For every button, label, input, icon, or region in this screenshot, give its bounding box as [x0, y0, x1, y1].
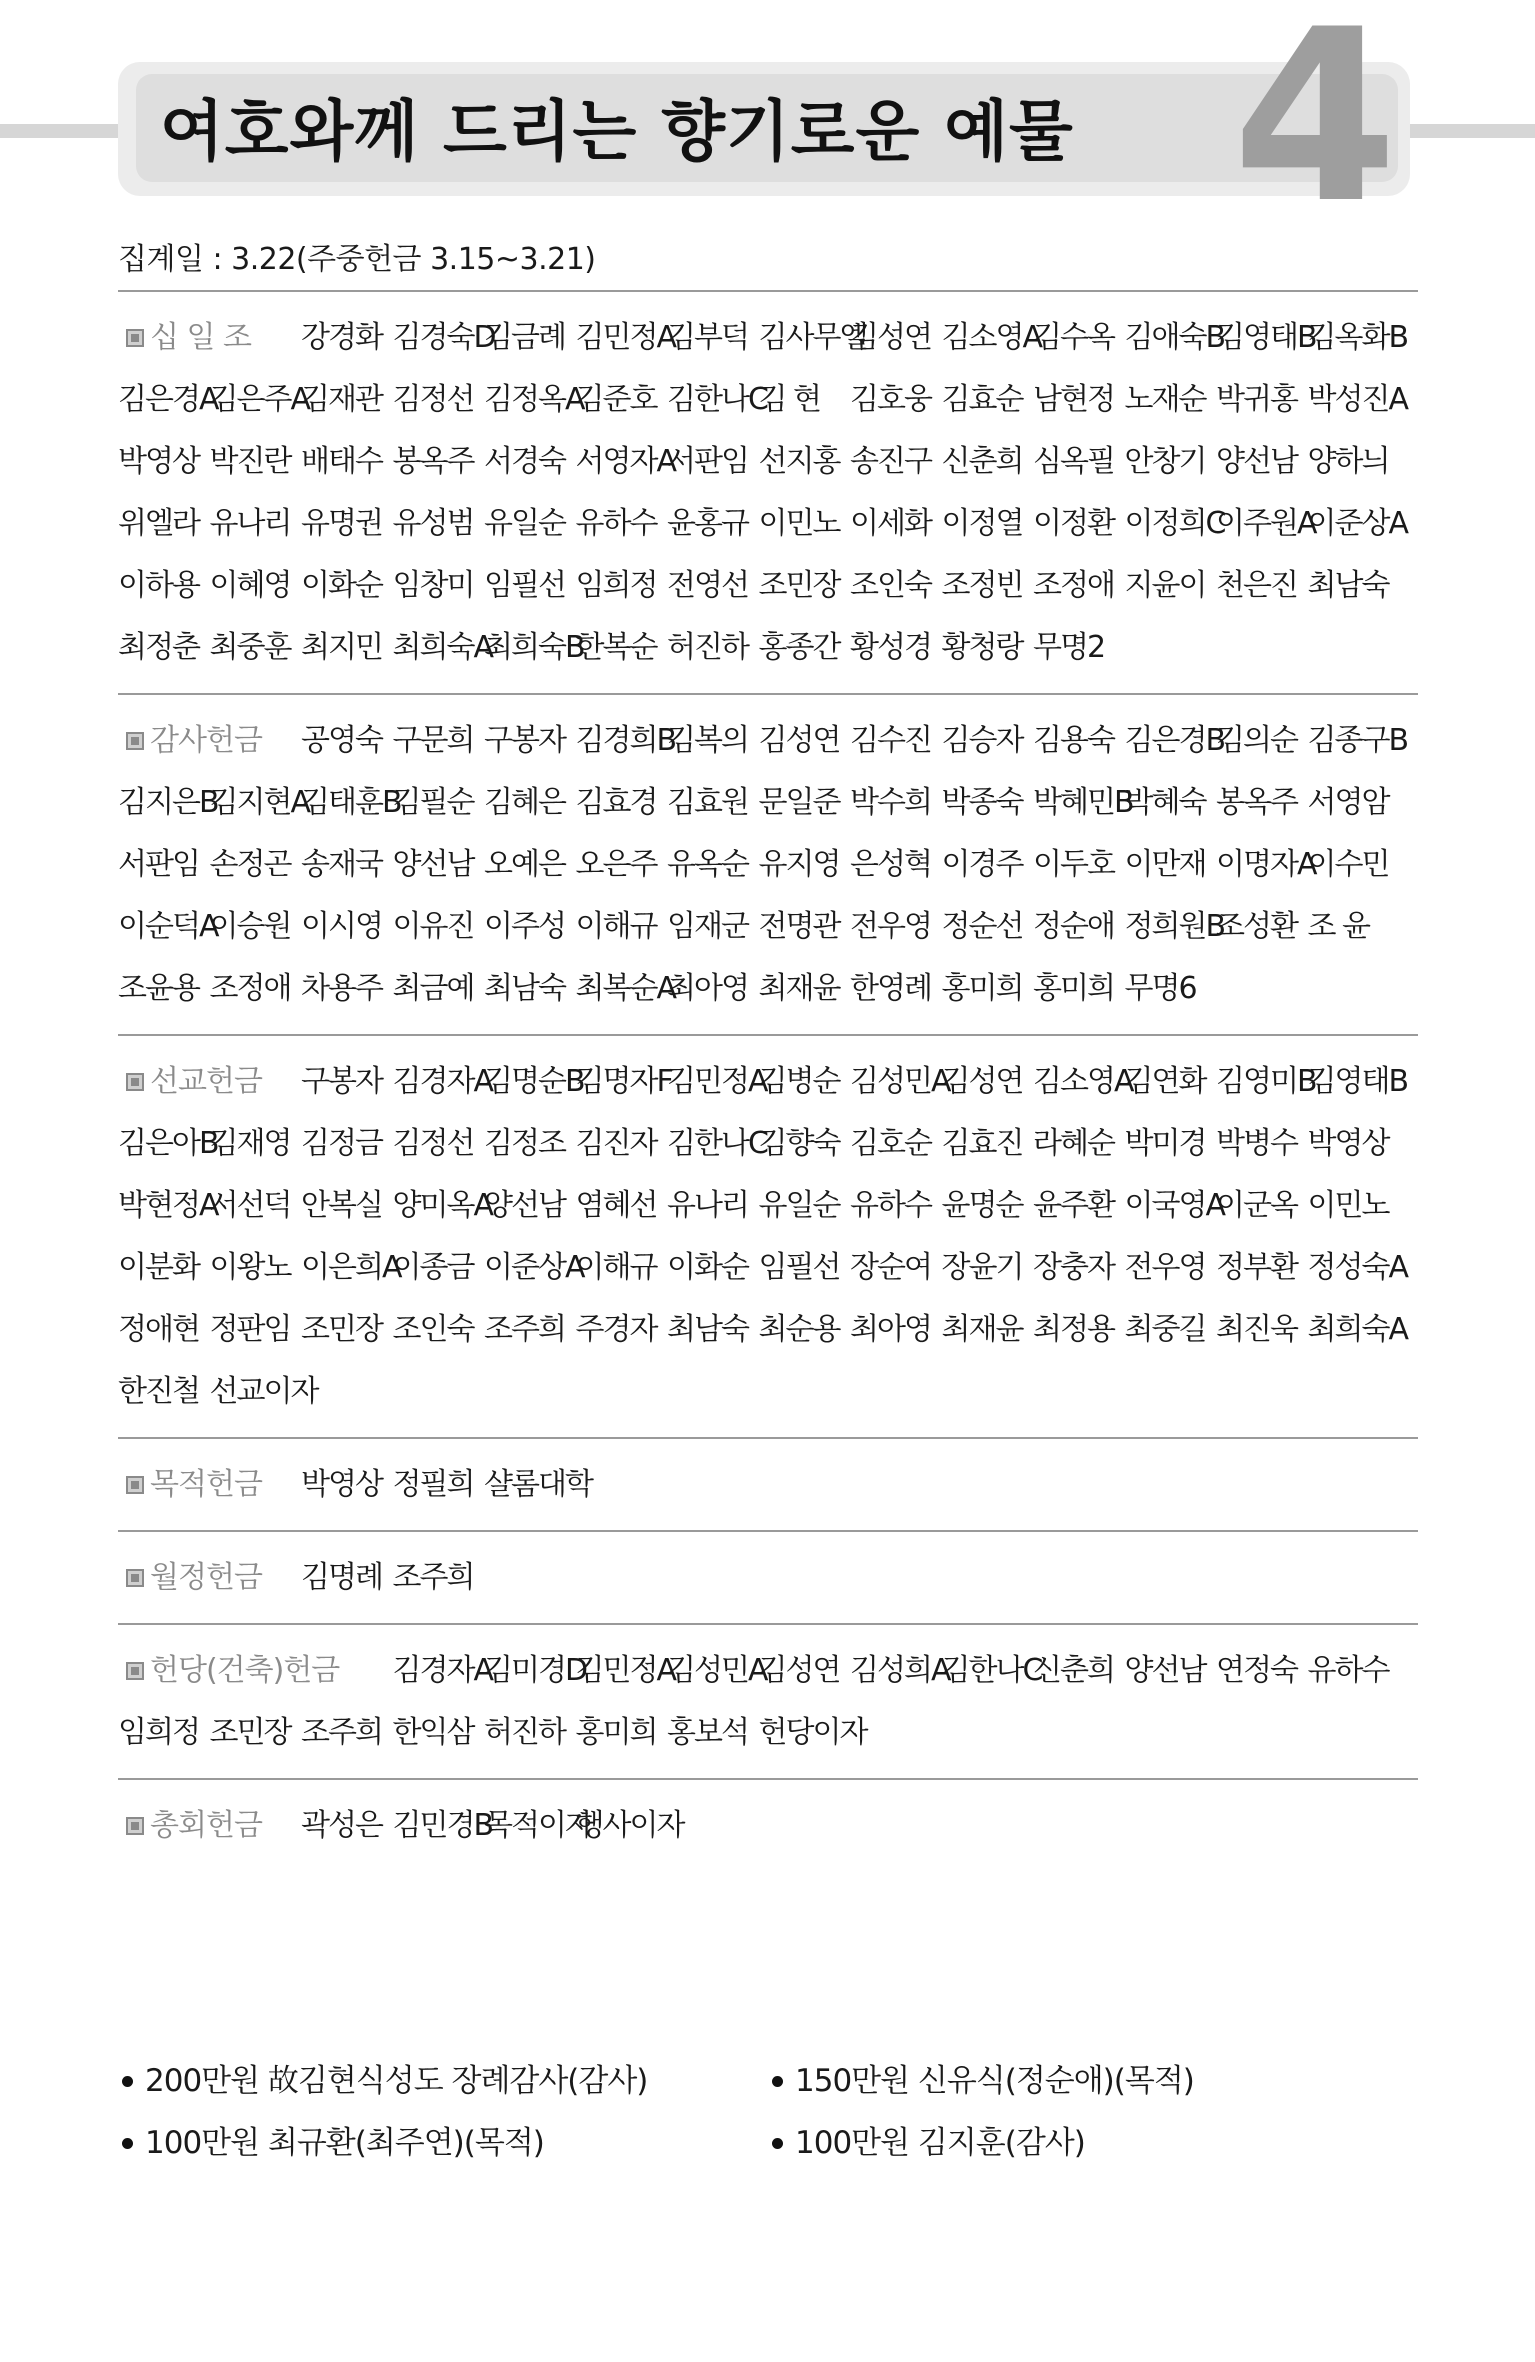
square-bullet-icon [126, 329, 144, 347]
donor-name: 이종금 [392, 1250, 474, 1285]
donor-name: 최중길 [1124, 1312, 1206, 1347]
donor-name: 황성경 [850, 630, 931, 665]
name-grid [118, 1640, 1418, 1764]
donor-name: 김성연 [758, 723, 840, 758]
section-label [118, 710, 301, 772]
donor-name: 공영숙 [301, 723, 382, 758]
donor-name: 구봉자 [484, 723, 565, 758]
donor-name: 김재영 [209, 1126, 291, 1161]
donor-name: 이군옥 [1216, 1188, 1297, 1223]
donor-name: 김사무엘 [758, 320, 867, 355]
section-label-text: 총회헌금 [150, 1808, 262, 1843]
donor-name: 김부덕 [667, 320, 748, 355]
donor-name: 이정환 [1033, 506, 1114, 541]
donor-name: 김옥화B [1307, 320, 1408, 355]
donor-name: 김성희A [850, 1653, 950, 1688]
donor-name: 전명관 [758, 909, 840, 944]
name-grid [118, 1454, 1418, 1516]
donor-name: 이준상A [1307, 506, 1407, 541]
donor-name: 구봉자 [301, 1064, 382, 1099]
donor-name: 은성혁 [850, 847, 931, 882]
donor-name: 봉옥주 [1216, 785, 1297, 820]
name-grid [118, 307, 1418, 679]
donor-name: 박진란 [209, 444, 291, 479]
name-grid [118, 1051, 1418, 1423]
name-grid [118, 1795, 1418, 1857]
donor-name: 이분화 [118, 1250, 199, 1285]
section-label-text: 십 일 조 [150, 320, 252, 355]
donor-name: 조주희 [301, 1715, 382, 1750]
donor-name: 김경희B [575, 723, 676, 758]
donor-name: 이주원A [1216, 506, 1316, 541]
donor-name: 김소영A [941, 320, 1041, 355]
donor-name: 김영태B [1307, 1064, 1408, 1099]
donor-name: 임창미 [392, 568, 474, 603]
donor-name: 이왕노 [209, 1250, 291, 1285]
donor-name: 유성범 [392, 506, 474, 541]
donor-name: 송재국 [301, 847, 382, 882]
note-row [118, 2112, 1418, 2174]
donor-name: 전영선 [667, 568, 748, 603]
donor-name: 최재윤 [758, 971, 840, 1006]
donor-name: 박영상 [1307, 1126, 1389, 1161]
donor-name: 김명자F [575, 1064, 672, 1099]
special-offering-note [768, 2050, 1418, 2112]
name-grid [118, 1547, 1418, 1609]
donor-name: 김정선 [392, 382, 474, 417]
donor-name: 전우영 [850, 909, 931, 944]
donor-name: 정판임 [209, 1312, 291, 1347]
offering-section [118, 693, 1418, 1034]
donor-name: 김영미B [1216, 1064, 1316, 1099]
donor-name: 김성민A [667, 1653, 767, 1688]
section-label-text: 월정헌금 [150, 1560, 262, 1595]
donor-name: 양하늬 [1307, 444, 1389, 479]
donor-name: 최복순A [575, 971, 675, 1006]
donor-name: 김지은B [118, 785, 218, 820]
donor-name: 남현정 [1033, 382, 1114, 417]
donor-name: 김민정A [575, 320, 675, 355]
donor-name: 염혜선 [575, 1188, 657, 1223]
donor-name: 유옥순 [667, 847, 748, 882]
square-bullet-icon [126, 1569, 144, 1587]
donor-name: 곽성은 [301, 1808, 382, 1843]
section-label-text: 선교헌금 [150, 1064, 262, 1099]
donor-name: 최금예 [392, 971, 474, 1006]
donor-name: 송진구 [850, 444, 931, 479]
section-label [118, 1454, 301, 1516]
header-rule-left [0, 124, 120, 138]
donor-name: 윤명순 [941, 1188, 1023, 1223]
section-label [118, 1795, 301, 1857]
donor-name: 임희정 [575, 568, 657, 603]
donor-name: 최남숙 [484, 971, 565, 1006]
donor-name: 장순여 [850, 1250, 931, 1285]
donor-name: 조주희 [484, 1312, 565, 1347]
offering-section [118, 1530, 1418, 1623]
donor-name: 김소영A [1033, 1064, 1133, 1099]
donor-name: 무명2 [1033, 630, 1105, 665]
donor-name: 최희숙A [1307, 1312, 1407, 1347]
donor-name: 한복순 [575, 630, 657, 665]
donor-name: 한진철 [118, 1374, 199, 1409]
donor-name: 주경자 [575, 1312, 657, 1347]
donor-name: 강경화 [301, 320, 382, 355]
donor-name: 이명자A [1216, 847, 1316, 882]
donor-name: 구문희 [392, 723, 474, 758]
donor-name: 이해규 [575, 1250, 657, 1285]
donor-name: 장충자 [1033, 1250, 1114, 1285]
donor-name: 홍보석 [667, 1715, 748, 1750]
donor-name: 이해규 [575, 909, 657, 944]
bullet-dot-icon [122, 2138, 133, 2149]
name-grid [118, 710, 1418, 1020]
square-bullet-icon [126, 732, 144, 750]
donor-name: 김정선 [392, 1126, 474, 1161]
donor-name: 최진욱 [1216, 1312, 1297, 1347]
donor-name: 정필희 [392, 1467, 474, 1502]
donor-name: 김호웅 [850, 382, 931, 417]
donor-name: 박현정A [118, 1188, 218, 1223]
donor-name: 김한나C [941, 1653, 1042, 1688]
donor-name: 한익삼 [392, 1715, 474, 1750]
note-text: 100만원 최규환(최주연)(목적) [145, 2125, 544, 2161]
donor-name: 김은주A [209, 382, 309, 417]
donor-name: 김효순 [941, 382, 1023, 417]
donor-name: 선지홍 [758, 444, 840, 479]
donor-name: 이주성 [484, 909, 565, 944]
donor-name: 이정희C [1124, 506, 1225, 541]
donor-name: 선교이자 [209, 1374, 318, 1409]
section-label-text: 목적헌금 [150, 1467, 262, 1502]
donor-name: 김종구B [1307, 723, 1408, 758]
donor-name: 최희숙B [484, 630, 584, 665]
donor-name: 신춘희 [1033, 1653, 1114, 1688]
donor-name: 이하용 [118, 568, 199, 603]
donor-name: 박병수 [1216, 1126, 1297, 1161]
section-label [118, 1547, 301, 1609]
donor-name: 김미경D [484, 1653, 587, 1688]
donor-name: 봉옥주 [392, 444, 474, 479]
donor-name: 최남숙 [667, 1312, 748, 1347]
donor-name: 김용숙 [1033, 723, 1114, 758]
page-title: 여호와께 드리는 향기로운 예물 [160, 93, 1074, 170]
offering-section [118, 1034, 1418, 1437]
offering-list [118, 290, 1418, 1871]
donor-name: 허진하 [484, 1715, 565, 1750]
donor-name: 박성진A [1307, 382, 1407, 417]
note-text: 200만원 故김현식성도 장례감사(감사) [145, 2063, 648, 2099]
donor-name: 박영상 [301, 1467, 382, 1502]
donor-name: 조인숙 [392, 1312, 474, 1347]
donor-name: 안창기 [1124, 444, 1206, 479]
donor-name: 행사이자 [575, 1808, 684, 1843]
donor-name: 라혜순 [1033, 1126, 1114, 1161]
donor-name: 김의순 [1216, 723, 1297, 758]
donor-name: 박영상 [118, 444, 199, 479]
donor-name: 정성숙A [1307, 1250, 1407, 1285]
donor-name: 이정열 [941, 506, 1023, 541]
offering-section [118, 1623, 1418, 1778]
donor-name: 신춘희 [941, 444, 1023, 479]
section-label [118, 1051, 301, 1113]
donor-name: 이화순 [667, 1250, 748, 1285]
donor-name: 김한나C [667, 382, 767, 417]
donor-name: 김성연 [850, 320, 931, 355]
donor-name: 김효원 [667, 785, 748, 820]
donor-name: 조 윤 [1307, 909, 1369, 944]
donor-name: 박수희 [850, 785, 931, 820]
donor-name: 무명6 [1124, 971, 1196, 1006]
donor-name: 최아영 [667, 971, 748, 1006]
special-offerings [118, 2050, 1418, 2174]
donor-name: 김 현 [758, 382, 820, 417]
special-offering-note [118, 2050, 768, 2112]
donor-name: 유하수 [850, 1188, 931, 1223]
donor-name: 이국영A [1124, 1188, 1224, 1223]
donor-name: 임필선 [758, 1250, 840, 1285]
donor-name: 오은주 [575, 847, 657, 882]
tally-date: 집계일 : 3.22(주중헌금 3.15~3.21) [118, 242, 596, 277]
donor-name: 유일순 [758, 1188, 840, 1223]
donor-name: 유하수 [575, 506, 657, 541]
donor-name: 김향숙 [758, 1126, 840, 1161]
donor-name: 김복의 [667, 723, 748, 758]
donor-name: 최지민 [301, 630, 382, 665]
note-text: 150만원 신유식(정순애)(목적) [795, 2063, 1194, 2099]
donor-name: 유지영 [758, 847, 840, 882]
header-rule-right [1410, 124, 1535, 138]
donor-name: 김태훈B [301, 785, 401, 820]
donor-name: 김수진 [850, 723, 931, 758]
donor-name: 김혜은 [484, 785, 565, 820]
donor-name: 김성연 [758, 1653, 840, 1688]
special-offering-note [118, 2112, 768, 2174]
donor-name: 김성연 [941, 1064, 1023, 1099]
donor-name: 이은희A [301, 1250, 401, 1285]
donor-name: 임필선 [484, 568, 565, 603]
donor-name: 허진하 [667, 630, 748, 665]
donor-name: 김승자 [941, 723, 1023, 758]
donor-name: 최남숙 [1307, 568, 1389, 603]
donor-name: 배태수 [301, 444, 382, 479]
donor-name: 지윤이 [1124, 568, 1206, 603]
offering-section [118, 1778, 1418, 1871]
donor-name: 김민정A [575, 1653, 675, 1688]
donor-name: 조주희 [392, 1560, 474, 1595]
donor-name: 김은경B [1124, 723, 1225, 758]
square-bullet-icon [126, 1662, 144, 1680]
donor-name: 홍종간 [758, 630, 840, 665]
donor-name: 김효경 [575, 785, 657, 820]
donor-name: 유나리 [209, 506, 291, 541]
donor-name: 차용주 [301, 971, 382, 1006]
donor-name: 김준호 [575, 382, 657, 417]
donor-name: 양미옥A [392, 1188, 492, 1223]
donor-name: 이민노 [758, 506, 840, 541]
donor-name: 김진자 [575, 1126, 657, 1161]
donor-name: 정애현 [118, 1312, 199, 1347]
donor-name: 유하수 [1307, 1653, 1389, 1688]
donor-name: 최정춘 [118, 630, 199, 665]
donor-name: 서영암 [1307, 785, 1389, 820]
donor-name: 이만재 [1124, 847, 1206, 882]
note-row [118, 2050, 1418, 2112]
donor-name: 이화순 [301, 568, 382, 603]
bullet-dot-icon [772, 2076, 783, 2087]
donor-name: 박귀홍 [1216, 382, 1297, 417]
donor-name: 정순선 [941, 909, 1023, 944]
donor-name: 이경주 [941, 847, 1023, 882]
donor-name: 홍미희 [575, 1715, 657, 1750]
donor-name: 김정금 [301, 1126, 382, 1161]
square-bullet-icon [126, 1073, 144, 1091]
donor-name: 김명순B [484, 1064, 584, 1099]
square-bullet-icon [126, 1476, 144, 1494]
donor-name: 김애숙B [1124, 320, 1225, 355]
donor-name: 서판임 [667, 444, 748, 479]
section-label-text: 헌당(건축)헌금 [150, 1653, 340, 1688]
donor-name: 김필순 [392, 785, 474, 820]
donor-name: 오예은 [484, 847, 565, 882]
bullet-dot-icon [122, 2076, 133, 2087]
note-text: 100만원 김지훈(감사) [795, 2125, 1085, 2161]
donor-name: 위엘라 [118, 506, 199, 541]
donor-name: 이수민 [1307, 847, 1389, 882]
donor-name: 서영자A [575, 444, 675, 479]
donor-name: 이시영 [301, 909, 382, 944]
donor-name: 김정조 [484, 1126, 565, 1161]
donor-name: 김재관 [301, 382, 382, 417]
donor-name: 이민노 [1307, 1188, 1389, 1223]
donor-name: 유나리 [667, 1188, 748, 1223]
donor-name: 손정곤 [209, 847, 291, 882]
donor-name: 양선남 [484, 1188, 565, 1223]
donor-name: 박종숙 [941, 785, 1023, 820]
bullet-dot-icon [772, 2138, 783, 2149]
donor-name: 김한나C [667, 1126, 767, 1161]
donor-name: 조민장 [758, 568, 840, 603]
donor-name: 이순덕A [118, 909, 218, 944]
donor-name: 최정용 [1033, 1312, 1114, 1347]
donor-name: 조민장 [301, 1312, 382, 1347]
donor-name: 김경자A [392, 1064, 492, 1099]
donor-name: 김금례 [484, 320, 565, 355]
donor-name: 이승원 [209, 909, 291, 944]
donor-name: 임희정 [118, 1715, 199, 1750]
donor-name: 최재윤 [941, 1312, 1023, 1347]
section-label [118, 307, 301, 369]
donor-name: 장윤기 [941, 1250, 1023, 1285]
donor-name: 양선남 [392, 847, 474, 882]
donor-name: 김연화 [1124, 1064, 1206, 1099]
donor-name: 양선남 [1124, 1653, 1206, 1688]
donor-name: 박혜민B [1033, 785, 1133, 820]
donor-name: 조정애 [1033, 568, 1114, 603]
donor-name: 서경숙 [484, 444, 565, 479]
donor-name: 김영태B [1216, 320, 1316, 355]
donor-name: 이준상A [484, 1250, 584, 1285]
donor-name: 목적이자 [484, 1808, 592, 1843]
section-label [118, 1640, 393, 1702]
donor-name: 이혜영 [209, 568, 291, 603]
donor-name: 천은진 [1216, 568, 1297, 603]
offering-section [118, 290, 1418, 693]
donor-name: 정순애 [1033, 909, 1114, 944]
chapter-number: 4 [1232, 0, 1398, 256]
donor-name: 윤주환 [1033, 1188, 1114, 1223]
donor-name: 김민경B [392, 1808, 493, 1843]
donor-name: 서선덕 [209, 1188, 291, 1223]
donor-name: 서판임 [118, 847, 199, 882]
donor-name: 임재군 [667, 909, 748, 944]
donor-name: 조정빈 [941, 568, 1023, 603]
donor-name: 조인숙 [850, 568, 931, 603]
donor-name: 노재순 [1124, 382, 1206, 417]
donor-name: 한영례 [850, 971, 931, 1006]
donor-name: 박미경 [1124, 1126, 1206, 1161]
donor-name: 김경숙D [392, 320, 495, 355]
donor-name: 정희원B [1124, 909, 1225, 944]
offering-section [118, 1437, 1418, 1530]
donor-name: 최중훈 [209, 630, 291, 665]
donor-name: 정부환 [1216, 1250, 1297, 1285]
donor-name: 전우영 [1124, 1250, 1206, 1285]
donor-name: 이유진 [392, 909, 474, 944]
donor-name: 심옥필 [1033, 444, 1114, 479]
donor-name: 김수옥 [1033, 320, 1114, 355]
donor-name: 최순용 [758, 1312, 840, 1347]
donor-name: 윤홍규 [667, 506, 748, 541]
donor-name: 홍미희 [941, 971, 1023, 1006]
donor-name: 이세화 [850, 506, 931, 541]
donor-name: 김지현A [209, 785, 309, 820]
donor-name: 유일순 [484, 506, 565, 541]
donor-name: 최희숙A [392, 630, 492, 665]
donor-name: 김경자A [392, 1653, 492, 1688]
donor-name: 김효진 [941, 1126, 1023, 1161]
donor-name: 문일준 [758, 785, 840, 820]
donor-name: 김병순 [758, 1064, 840, 1099]
donor-name: 이두호 [1033, 847, 1114, 882]
donor-name: 양선남 [1216, 444, 1297, 479]
square-bullet-icon [126, 1817, 144, 1835]
donor-name: 홍미희 [1033, 971, 1114, 1006]
donor-name: 조민장 [209, 1715, 291, 1750]
donor-name: 김명례 [301, 1560, 382, 1595]
donor-name: 김은경A [118, 382, 218, 417]
donor-name: 조성환 [1216, 909, 1297, 944]
donor-name: 최아영 [850, 1312, 931, 1347]
section-label-text: 감사헌금 [150, 723, 262, 758]
donor-name: 김성민A [850, 1064, 950, 1099]
donor-name: 샬롬대학 [484, 1467, 592, 1502]
special-offering-note [768, 2112, 1418, 2174]
donor-name: 헌당이자 [758, 1715, 867, 1750]
donor-name: 연정숙 [1216, 1653, 1297, 1688]
donor-name: 유명권 [301, 506, 382, 541]
donor-name: 황청랑 [941, 630, 1023, 665]
donor-name: 안복실 [301, 1188, 382, 1223]
donor-name: 김정옥A [484, 382, 584, 417]
donor-name: 박혜숙 [1124, 785, 1206, 820]
donor-name: 조정애 [209, 971, 291, 1006]
donor-name: 김호순 [850, 1126, 931, 1161]
donor-name: 조윤용 [118, 971, 199, 1006]
donor-name: 김민정A [667, 1064, 767, 1099]
donor-name: 김은아B [118, 1126, 218, 1161]
